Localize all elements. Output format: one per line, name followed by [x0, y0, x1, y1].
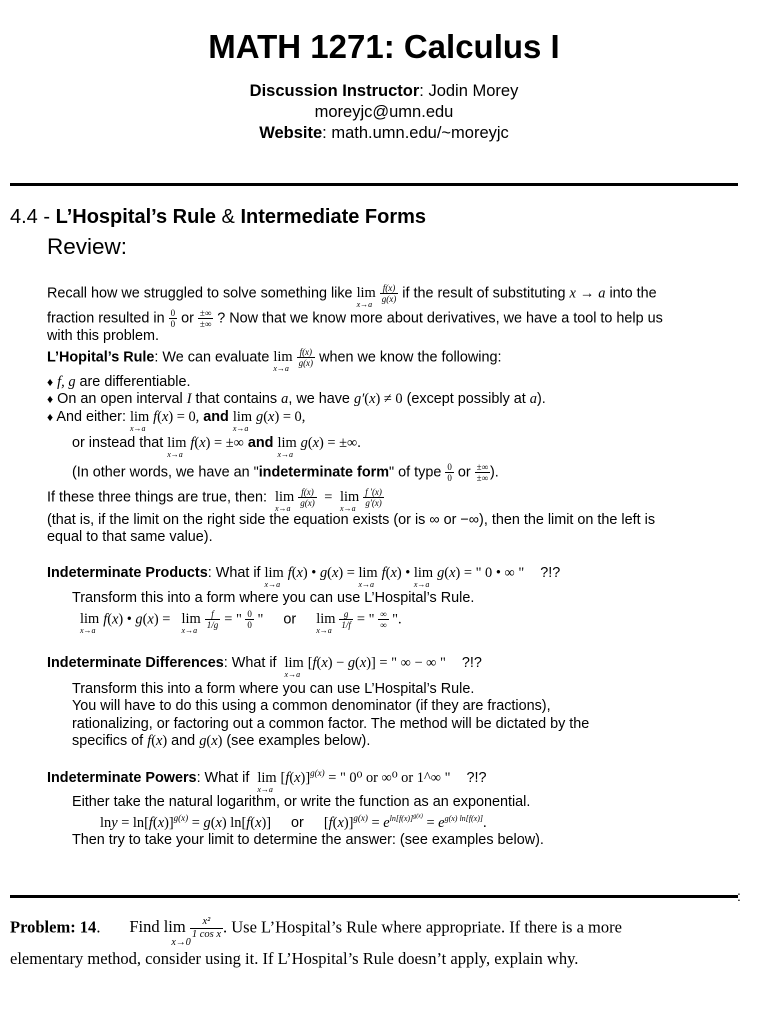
- lim-expr: lim x→a: [316, 611, 336, 636]
- zero-over-zero: $\frac{0}{0}$: [247, 609, 252, 630]
- bullet-2-text-c: , we have: [288, 391, 350, 407]
- bullet-1: ♦ f, g are differentiable.: [47, 374, 191, 390]
- problem-number: : 14: [70, 917, 97, 937]
- problem-lim-sub: x→0: [171, 937, 191, 949]
- differences-line-2: You will have to do this using a common denominator (if they are fractions),: [72, 698, 551, 714]
- section-title-b: Intermediate Forms: [240, 206, 427, 228]
- or-instead-line: or instead that lim x→a f(x) = ±∞ and lim x→a g(x) = ±∞.: [72, 435, 361, 459]
- products-qm: ?!?: [540, 565, 561, 581]
- section-dash: -: [37, 206, 56, 228]
- bullet-2-text-a: On an open interval: [57, 391, 183, 407]
- diamond-bullet-icon: ♦: [47, 410, 54, 424]
- inf-over-inf: $\frac{\infty}{\infty}$: [380, 609, 387, 630]
- lim-expr: lim x→a: [273, 349, 293, 374]
- lim-expr: lim x→a: [284, 655, 304, 679]
- indeterminate-form-term: indeterminate form: [258, 464, 390, 481]
- and-word: and: [247, 435, 274, 451]
- powers-form: " 0⁰ or ∞⁰ or 1^∞ ": [339, 769, 451, 786]
- products-transform: Transform this into a form where you can use L’Hospital’s Rule.: [72, 590, 475, 606]
- differences-qm: ?!?: [461, 655, 482, 671]
- powers-label: Indeterminate Powers: [47, 769, 197, 786]
- products-formula: lim x→a f(x) • g(x) = lim x→a $\frac{f}{1/g}$ = " $\frac{0}{0}$ " or lim x→a $\frac{g}{1/f}$ = " $\frac{\infty}{\infty}$ ".: [80, 609, 402, 636]
- fraction-text-c: ? Now that we know more about derivatives, we have a tool to help us: [217, 310, 663, 327]
- differences-line-3: rationalizing, or factoring out a common factor. The method will be dictated by the: [72, 716, 590, 732]
- differences-l4-a: specifics of: [72, 733, 144, 749]
- diamond-bullet-icon: ♦: [47, 392, 54, 406]
- recall-text-c: into the: [609, 285, 657, 302]
- lim-expr: lim x→a: [232, 409, 253, 433]
- recall-line: Recall how we struggled to solve something like lim x→a $\frac{f(x)}{g(x)}$ if the result of substituting x → a into the: [47, 283, 657, 310]
- bullet-3-text: And either:: [56, 409, 126, 425]
- bullet-2-text-e: ).: [536, 391, 546, 407]
- lim-expr: lim x→a: [275, 489, 295, 514]
- fraction-line: [47, 308, 663, 329]
- fraction-fprime-gprime: $\frac{f '(x)}{g'(x)}$: [365, 487, 382, 508]
- problem-den: 1 cos x: [191, 929, 221, 940]
- bullet-1-text: are differentiable.: [79, 374, 191, 390]
- problem-line-2: elementary method, consider using it. If L’Hospital’s Rule doesn’t apply, explain why.: [10, 949, 579, 968]
- recall-text-a: Recall how we struggled to solve something like: [47, 285, 353, 302]
- section-amp: &: [216, 206, 241, 228]
- bullet-2: ♦ On an open interval I that contains a, we have g′(x) ≠ 0 (except possibly at a).: [47, 391, 546, 407]
- products-form: " 0 • ∞ ": [475, 565, 525, 581]
- zero-over-zero: $\frac{0}{0}$: [170, 308, 176, 329]
- with-problem: with this problem.: [47, 328, 159, 344]
- fraction-f-over-1g: $\frac{f}{1/g}$: [206, 609, 219, 630]
- rule-label: L’Hopital’s Rule: [47, 349, 155, 366]
- problem-line: Problem: 14. Find lim x→0 $\frac{\text{x²}}{\text{1 cos x}}$ . Use L’Hospital’s Rule where appropriate. If there is a more: [10, 916, 622, 949]
- top-rule: [10, 183, 738, 186]
- other-words-text-a: (In other words, we have an ": [72, 464, 259, 481]
- lim-expr: lim x→a: [129, 409, 150, 433]
- powers-qm: ?!?: [466, 769, 487, 786]
- review-heading: Review:: [47, 234, 128, 259]
- rule-line: [47, 347, 502, 374]
- other-words-or: or: [457, 464, 471, 481]
- lim-expr: lim x→a: [358, 565, 378, 589]
- rule-text-b: when we know the following:: [319, 349, 502, 366]
- fraction-text-b: or: [181, 310, 194, 327]
- fraction-text-a: fraction resulted in: [47, 310, 165, 327]
- website-line: [0, 124, 768, 143]
- that-is-line: (that is, if the limit on the right side the equation exists (or is ∞ or −∞), then the limit on the left is: [47, 512, 656, 528]
- rule-text-a: : We can evaluate: [154, 349, 270, 366]
- zero-over-zero: $\frac{0}{0}$: [447, 462, 452, 483]
- fraction-fg: $\frac{f(x)}{g(x)}$: [300, 487, 315, 508]
- section-title-a: L’Hospital’s Rule: [55, 206, 216, 228]
- problem-find: Find lim: [129, 917, 186, 937]
- differences-label: Indeterminate Differences: [47, 655, 224, 671]
- products-heading: Indeterminate Products: What if lim x→a f(x) • g(x) = lim x→a f(x) • lim x→a g(x) = " 0 • ∞ " ?!?: [47, 565, 561, 589]
- other-words-end: ).: [490, 464, 499, 481]
- bottom-rule: [10, 895, 738, 898]
- inf-over-inf: $\frac{\pm\infty}{\pm\infty}$: [476, 462, 488, 483]
- fraction-fg: $\frac{f(x)}{g(x)}$: [381, 283, 397, 304]
- instructor-line: [0, 82, 768, 101]
- differences-transform: Transform this into a form where you can use L’Hospital’s Rule.: [72, 681, 475, 697]
- fraction-g-over-1f: $\frac{g}{1/f}$: [341, 609, 351, 630]
- website-label: Website: [259, 124, 323, 142]
- differences-form: " ∞ − ∞ ": [391, 655, 446, 671]
- section-number: 4.4: [10, 206, 38, 228]
- and-word: and: [203, 409, 229, 425]
- problem-fraction: [190, 916, 223, 941]
- if-three-line: If these three things are true, then: lim x→a $\frac{f(x)}{g(x)}$ = lim x→a $\frac{f '(x)}{g'(x)}$: [47, 487, 382, 514]
- lim-expr: lim x→a: [356, 285, 376, 310]
- powers-heading: Indeterminate Powers: What if lim x→a $[f(x)]^{g(x)}$ = " 0⁰ or ∞⁰ or 1^∞ " ?!?: [47, 768, 487, 794]
- if-three-text: If these three things are true, then:: [47, 489, 267, 506]
- diamond-bullet-icon: ♦: [47, 375, 54, 389]
- differences-what-if: : What if: [223, 655, 277, 671]
- other-words-line: [72, 462, 499, 483]
- problem-lim: [129, 917, 191, 949]
- powers-or: or: [291, 814, 304, 831]
- website-url: : math.umn.edu/~moreyjc: [322, 124, 509, 142]
- page-title: MATH 1271: Calculus I: [208, 28, 560, 65]
- or-instead-text: or instead that: [72, 435, 164, 451]
- products-what-if: : What if: [207, 565, 261, 581]
- bullet-2-text-d: (except possibly at: [406, 391, 526, 407]
- lim-expr: lim x→a: [413, 565, 434, 589]
- differences-l4-b: and: [171, 733, 196, 749]
- lim-expr: lim x→a: [257, 769, 277, 794]
- other-words-text-b: " of type: [389, 464, 442, 481]
- section-heading: [10, 206, 426, 229]
- recall-text-b: if the result of substituting: [402, 285, 566, 302]
- differences-line-4: specifics of f(x) and g(x) (see examples below).: [72, 733, 371, 749]
- problem-label: Problem: [10, 917, 71, 937]
- powers-line-1: Either take the natural logarithm, or write the function as an exponential.: [72, 794, 531, 810]
- problem-num: x²: [190, 916, 223, 929]
- lim-expr: lim x→a: [167, 435, 187, 459]
- lim-expr: lim x→a: [181, 611, 201, 636]
- powers-what-if: : What if: [196, 769, 250, 786]
- powers-line-3: Then try to take your limit to determine the answer: (see examples below).: [72, 832, 544, 848]
- equal-line: equal to that same value).: [47, 529, 213, 545]
- margin-mark: :: [737, 888, 741, 904]
- bullet-2-text-b: that contains: [195, 391, 278, 407]
- lim-expr: lim x→a: [277, 435, 297, 459]
- instructor-label: Discussion Instructor: [249, 82, 420, 100]
- lim-expr: lim x→a: [80, 611, 100, 636]
- email: moreyjc@umn.edu: [314, 103, 454, 121]
- inf-over-inf: $\frac{\pm\infty}{\pm\infty}$: [199, 308, 212, 329]
- bullet-3: ♦ And either: lim x→a f(x) = 0, and lim x→a g(x) = 0,: [47, 409, 306, 433]
- differences-l4-c: (see examples below).: [226, 733, 371, 749]
- lim-expr: lim x→a: [264, 565, 284, 589]
- problem-text: . Use L’Hospital’s Rule where appropriate. If there is a more: [223, 917, 622, 937]
- products-label: Indeterminate Products: [47, 565, 208, 581]
- fraction-fg: $\frac{f(x)}{g(x)}$: [298, 347, 314, 368]
- differences-heading: Indeterminate Differences: What if lim x→a [f(x) − g(x)] = " ∞ − ∞ " ?!?: [47, 655, 482, 679]
- lim-expr: lim x→a: [340, 489, 360, 514]
- products-or: or: [283, 611, 297, 628]
- instructor-name: : Jodin Morey: [419, 82, 519, 100]
- powers-formula: $\ln y = \ln[f(x)]^{g(x)} = g(x)$ ln[f(x)] or $[f(x)]^{g(x)} = e^{ln[f(x)]^{g(x)}} = e^{g(x) ln[f(x)]}$.: [100, 813, 487, 831]
